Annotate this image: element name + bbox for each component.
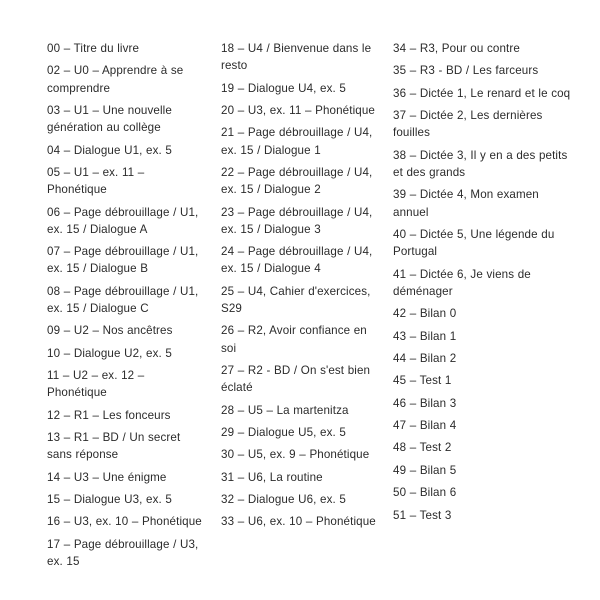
toc-entry: 29 – Dialogue U5, ex. 5 — [221, 425, 346, 439]
toc-entry: 13 – R1 – BD / Un secret sans réponse — [47, 431, 181, 462]
toc-entry: 18 – U4 / Bienvenue dans le resto — [221, 42, 372, 73]
toc-entry: 36 – Dictée 1, Le renard et le coq — [393, 86, 571, 100]
toc-entry: 10 – Dialogue U2, ex. 5 — [47, 346, 172, 360]
toc-entry: 48 – Test 2 — [393, 441, 452, 455]
toc-entry: 46 – Bilan 3 — [393, 396, 457, 410]
toc-entry: 04 – Dialogue U1, ex. 5 — [47, 143, 172, 157]
toc-entry: 50 – Bilan 6 — [393, 486, 457, 500]
toc-entry: 35 – R3 - BD / Les farceurs — [393, 64, 539, 78]
toc-entry: 14 – U3 – Une énigme — [47, 470, 167, 484]
toc-entry: 06 – Page débrouillage / U1, ex. 15 / Dialogue A — [47, 205, 199, 236]
toc-entry: 25 – U4, Cahier d'exercices, S29 — [221, 284, 371, 315]
toc-entry: 27 – R2 - BD / On s'est bien éclaté — [221, 363, 371, 395]
toc-columns — [47, 40, 577, 585]
toc-entry: 33 – U6, ex. 10 – Phonétique — [221, 515, 376, 529]
toc-entry: 47 – Bilan 4 — [393, 419, 457, 433]
toc-entry: 31 – U6, La routine — [221, 470, 323, 484]
toc-entry: 24 – Page débrouillage / U4, ex. 15 / Dialogue 4 — [221, 245, 373, 276]
toc-entry: 39 – Dictée 4, Mon examen annuel — [393, 188, 539, 219]
toc-entry: 19 – Dialogue U4, ex. 5 — [221, 81, 346, 95]
toc-entry: 40 – Dictée 5, Une légende du Portugal — [393, 227, 555, 259]
toc-entry: 23 – Page débrouillage / U4, ex. 15 / Dialogue 3 — [221, 205, 373, 236]
toc-entry: 43 – Bilan 1 — [393, 329, 457, 343]
toc-entry: 02 – U0 – Apprendre à se comprendre — [47, 64, 184, 95]
toc-entry: 08 – Page débrouillage / U1, ex. 15 / Dialogue C — [47, 284, 199, 315]
toc-entry: 15 – Dialogue U3, ex. 5 — [47, 493, 172, 507]
toc-entry: 26 – R2, Avoir confiance en soi — [221, 324, 367, 355]
toc-entry: 21 – Page débrouillage / U4, ex. 15 / Dialogue 1 — [221, 126, 373, 157]
toc-entry: 22 – Page débrouillage / U4, ex. 15 / Dialogue 2 — [221, 165, 373, 197]
toc-entry: 16 – U3, ex. 10 – Phonétique — [47, 515, 202, 529]
toc-entry: 20 – U3, ex. 11 – Phonétique — [221, 103, 375, 117]
column-1 — [47, 40, 221, 570]
toc-entry: 12 – R1 – Les fonceurs — [47, 408, 171, 422]
toc-entry: 17 – Page débrouillage / U3, ex. 15 — [47, 537, 199, 569]
toc-entry: 38 – Dictée 3, Il y en a des petits et des grands — [393, 148, 568, 179]
toc-entry: 45 – Test 1 — [393, 374, 452, 388]
toc-entry: 30 – U5, ex. 9 – Phonétique — [221, 448, 370, 462]
toc-entry: 28 – U5 – La martenitza — [221, 403, 349, 417]
toc-entry: 44 – Bilan 2 — [393, 351, 457, 365]
toc-entry: 42 – Bilan 0 — [393, 307, 457, 321]
toc-entry: 00 – Titre du livre — [47, 42, 140, 55]
toc-entry: 32 – Dialogue U6, ex. 5 — [221, 493, 346, 507]
column-2 — [221, 40, 393, 531]
toc-entry: 07 – Page débrouillage / U1, ex. 15 / Dialogue B — [47, 245, 199, 276]
toc-entry: 09 – U2 – Nos ancêtres — [47, 324, 173, 338]
toc-entry: 11 – U2 – ex. 12 – Phonétique — [47, 369, 145, 400]
toc-entry: 41 – Dictée 6, Je viens de déménager — [393, 267, 531, 298]
toc-entry: 51 – Test 3 — [393, 508, 452, 522]
toc-entry: 49 – Bilan 5 — [393, 463, 457, 477]
column-3 — [393, 40, 577, 524]
toc-entry: 34 – R3, Pour ou contre — [393, 42, 520, 55]
toc-entry: 05 – U1 – ex. 11 – Phonétique — [47, 165, 145, 197]
toc-entry: 03 – U1 – Une nouvelle génération au collège — [47, 103, 172, 135]
toc-entry: 37 – Dictée 2, Les dernières fouilles — [393, 109, 543, 140]
